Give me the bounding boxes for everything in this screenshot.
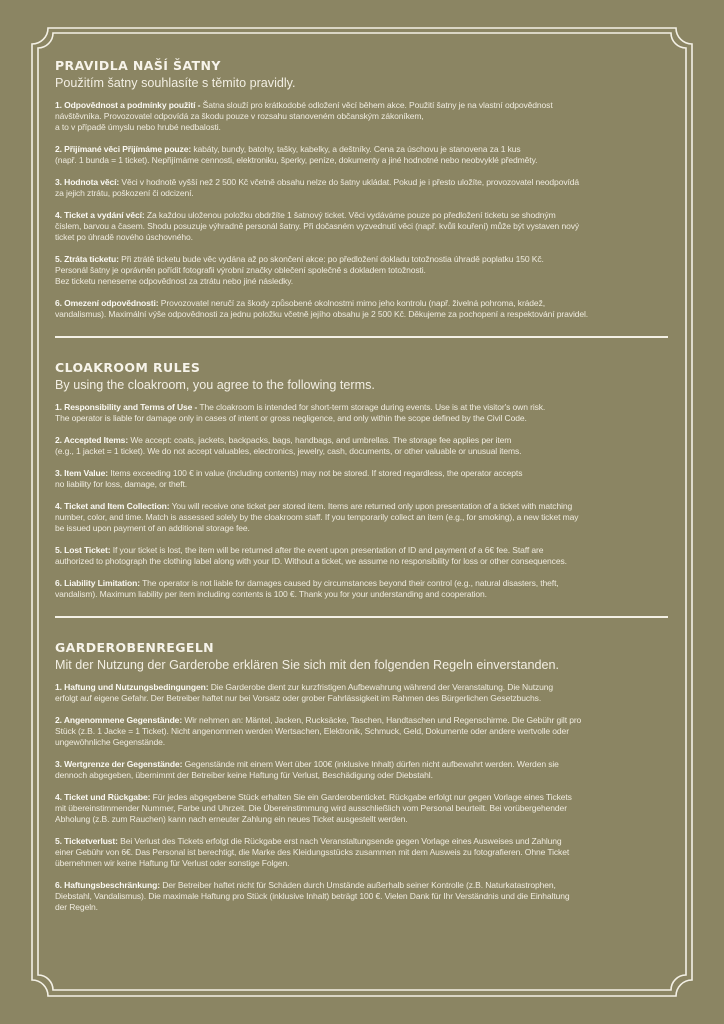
rule-item xyxy=(55,759,669,781)
rule-text-line: erfolgt auf eigene Gefahr. Der Betreiber haftet nur bei Vorsatz oder grober Fahrlässigkeit im Rahmen des Bürgerlichen Gesetzbuchs. xyxy=(55,693,542,703)
rule-text-line: (e.g., 1 jacket = 1 ticket). We do not accept valuables, electronics, jewelry, cash, documents, or other valuable or unusual items. xyxy=(55,446,522,456)
rule-text-line: The cloakroom is intended for short-term storage during events. Use is at the visitor's own risk. xyxy=(199,402,546,412)
rule-text-line: be issued upon payment of an additional storage fee. xyxy=(55,523,250,533)
rule-text-line: Diebstahl, Vandalismus). Die maximale Haftung pro Stück (inklusive Inhalt) beträgt 100 €. Vielen Dank für Ihr Verständnis und die Einhaltung xyxy=(55,891,570,901)
rules-document xyxy=(55,58,669,924)
rule-text-line: Šatna slouží pro krátkodobé odložení věcí během akce. Použití šatny je na vlastní odpovědnost xyxy=(202,100,553,110)
rule-text-line: vandalismus). Maximální výše odpovědnosti za jednu položku včetně jejího obsahu je 2 500 Kč. Děkujeme za pochopení a respektování pravidel. xyxy=(55,309,589,319)
rule-heading: 3. Wertgrenze der Gegenstände: xyxy=(55,759,183,769)
rule-item xyxy=(55,100,669,133)
rule-heading: 5. Ztráta ticketu: xyxy=(55,254,119,264)
section-german xyxy=(55,640,669,913)
rule-heading: 1. Haftung und Nutzungsbedingungen: xyxy=(55,682,209,692)
rule-item xyxy=(55,298,669,320)
rule-text-line: number, color, and time. Match is assessed solely by the cloakroom staff. If you temporarily collect an item (e.g., for smoking), a new ticket may xyxy=(55,512,579,522)
rule-item xyxy=(55,144,669,166)
section-divider xyxy=(55,336,668,338)
rule-heading: 4. Ticket and Item Collection: xyxy=(55,501,170,511)
rule-text-line: If your ticket is lost, the item will be returned after the event upon presentation of ID and payment of a 6€ fee. Staff are xyxy=(112,545,544,555)
rule-text-line: návštěvníka. Provozovatel odpovídá za škodu pouze v rozsahu stanoveném občanským zákoníkem, xyxy=(55,111,424,121)
rule-heading: 5. Lost Ticket: xyxy=(55,545,111,555)
rule-text-line: der Regeln. xyxy=(55,902,98,912)
rule-text-line: Items exceeding 100 € in value (including contents) may not be stored. If stored regardless, the operator accepts xyxy=(110,468,523,478)
section-subtitle: By using the cloakroom, you agree to the following terms. xyxy=(55,378,375,392)
rule-heading: 1. Odpovědnost a podmínky použití - xyxy=(55,100,201,110)
rule-text-line: za jejich ztrátu, poškození či odcizení. xyxy=(55,188,194,198)
section-subtitle: Mit der Nutzung der Garderobe erklären Sie sich mit den folgenden Regeln einverstanden. xyxy=(55,658,560,672)
rule-list xyxy=(55,100,669,320)
rule-heading: 2. Angenommene Gegenstände: xyxy=(55,715,183,725)
rule-item xyxy=(55,880,669,913)
rule-item xyxy=(55,682,669,704)
rule-heading: 4. Ticket a vydání věcí: xyxy=(55,210,145,220)
rule-text-line: a to v případě úmyslu nebo hrubé nedbalosti. xyxy=(55,122,221,132)
rule-text-line: mit übereinstimmender Nummer, Farbe und Uhrzeit. Die Übereinstimmung wird ausschließlich vom Personal beurteilt. Bei vorübergehender xyxy=(55,803,567,813)
rule-heading: 1. Responsibility and Terms of Use - xyxy=(55,402,198,412)
rule-item xyxy=(55,715,669,748)
rule-text-line: einer Gebühr von 6€. Das Personal ist berechtigt, die Marke des Kleidungsstücks zusammen mit dem Ausweis zu fotografieren. Ohne Ticket xyxy=(55,847,570,857)
rule-item xyxy=(55,254,669,287)
rule-text-line: Für jedes abgegebene Stück erhalten Sie ein Garderobenticket. Rückgabe erfolgt nur gegen Vorlage eines Tickets xyxy=(152,792,572,802)
rule-item xyxy=(55,468,669,490)
rule-text-line: Bez ticketu neneseme odpovědnost za ztrátu nebo jiné následky. xyxy=(55,276,294,286)
rule-item xyxy=(55,402,669,424)
section-divider xyxy=(55,616,668,618)
rule-heading: 2. Accepted Items: xyxy=(55,435,129,445)
rule-text-line: Za každou uloženou položku obdržíte 1 šatnový ticket. Věci vydáváme pouze po předložení ticketu se shodným xyxy=(146,210,556,220)
rule-heading: 6. Haftungsbeschränkung: xyxy=(55,880,160,890)
rule-item xyxy=(55,210,669,243)
rule-item xyxy=(55,501,669,534)
rule-text-line: Věci v hodnotě vyšší než 2 500 Kč včetně obsahu nelze do šatny ukládat. Pokud je i přesto uložíte, provozovatel neodpovídá xyxy=(121,177,579,187)
rule-text-line: Při ztrátě ticketu bude věc vydána až po skončení akce: po předložení dokladu totožnostia úhradě poplatku 150 Kč. xyxy=(121,254,544,264)
rule-text-line: kabáty, bundy, batohy, tašky, kabelky, a deštníky. Cena za úschovu je stanovena za 1 kus xyxy=(193,144,521,154)
rule-heading: 2. Přijímané věci Přijímáme pouze: xyxy=(55,144,192,154)
rule-text-line: Die Garderobe dient zur kurzfristigen Aufbewahrung während der Veranstaltung. Die Nutzung xyxy=(210,682,554,692)
rule-item xyxy=(55,435,669,457)
rule-heading: 6. Omezení odpovědnosti: xyxy=(55,298,159,308)
rule-item xyxy=(55,177,669,199)
rule-text-line: The operator is not liable for damages caused by circumstances beyond their control (e.g., natural disasters, theft, xyxy=(142,578,559,588)
rule-text-line: übernehmen wir keine Haftung für Verlust oder sonstige Folgen. xyxy=(55,858,290,868)
rule-text-line: (např. 1 bunda = 1 ticket). Nepřijímáme cennosti, elektroniku, šperky, peníze, dokumenty a jiné hodnotné nebo neobvyklé předměty. xyxy=(55,155,538,165)
rule-text-line: The operator is liable for damage only in cases of intent or gross negligence, and only within the scope defined by the Civil Code. xyxy=(55,413,527,423)
rule-item xyxy=(55,578,669,600)
rule-heading: 5. Ticketverlust: xyxy=(55,836,118,846)
rule-heading: 6. Liability Limitation: xyxy=(55,578,140,588)
rule-text-line: We accept: coats, jackets, backpacks, bags, handbags, and umbrellas. The storage fee applies per item xyxy=(130,435,512,445)
rule-text-line: Bei Verlust des Tickets erfolgt die Rückgabe erst nach Veranstaltungsende gegen Vorlage eines Ausweises und Zahlung xyxy=(120,836,562,846)
rule-text-line: Personál šatny je oprávněn pořídit fotografii výrobní značky oblečení společně s dokladem totožnosti. xyxy=(55,265,426,275)
rule-text-line: Provozovatel neručí za škody způsobené okolnostmi mimo jeho kontrolu (např. živelná pohroma, krádež, xyxy=(160,298,545,308)
rule-text-line: no liability for loss, damage, or theft. xyxy=(55,479,188,489)
rule-heading: 4. Ticket und Rückgabe: xyxy=(55,792,151,802)
rule-text-line: You will receive one ticket per stored item. Items are returned only upon presentation of a ticket with matching xyxy=(171,501,573,511)
rule-text-line: Gegenstände mit einem Wert über 100€ (inklusive Inhalt) dürfen nicht aufbewahrt werden. Werden sie xyxy=(184,759,559,769)
rule-text-line: ungewöhnliche Gegenstände. xyxy=(55,737,165,747)
section-subtitle: Použitím šatny souhlasíte s těmito pravidly. xyxy=(55,76,296,90)
rule-text-line: Der Betreiber haftet nicht für Schäden durch Umstände außerhalb seiner Kontrolle (z.B. Naturkatastrophen, xyxy=(162,880,556,890)
rule-heading: 3. Hodnota věcí: xyxy=(55,177,120,187)
rule-text-line: Abholung (z.B. zum Rauchen) kann nach erneuter Zahlung ein neues Ticket ausgestellt werden. xyxy=(55,814,408,824)
rule-text-line: dennoch abgegeben, übernimmt der Betreiber keine Haftung für Verlust, Beschädigung oder Diebstahl. xyxy=(55,770,433,780)
rule-text-line: Stück (z.B. 1 Jacke = 1 Ticket). Nicht angenommen werden Wertsachen, Elektronik, Schmuck, Geld, Dokumente oder andere wertvolle oder xyxy=(55,726,569,736)
section-title: PRAVIDLA NAŠÍ ŠATNY xyxy=(55,58,221,73)
rule-text-line: ticket po úhradě nového úschovného. xyxy=(55,232,193,242)
rule-text-line: authorized to photograph the clothing label along with your ID. Without a ticket, we assume no responsibility for loss or other consequences. xyxy=(55,556,567,566)
section-title: CLOAKROOM RULES xyxy=(55,360,201,375)
rule-heading: 3. Item Value: xyxy=(55,468,108,478)
rule-item xyxy=(55,836,669,869)
rule-item xyxy=(55,545,669,567)
section-title: GARDEROBENREGELN xyxy=(55,640,215,655)
section-english xyxy=(55,360,669,600)
section-czech xyxy=(55,58,669,320)
rule-text-line: Wir nehmen an: Mäntel, Jacken, Rucksäcke, Taschen, Handtaschen und Regenschirme. Die Gebühr gilt pro xyxy=(184,715,582,725)
rule-text-line: vandalism). Maximum liability per item including contents is 100 €. Thank you for your understanding and cooperation. xyxy=(55,589,487,599)
rule-list xyxy=(55,682,669,913)
rule-item xyxy=(55,792,669,825)
rule-list xyxy=(55,402,669,600)
rule-text-line: číslem, barvou a časem. Shodu posuzuje výhradně personál šatny. Při dočasném vyzvednutí věci (např. kvůli kouření) může být vystaven nový xyxy=(55,221,580,231)
